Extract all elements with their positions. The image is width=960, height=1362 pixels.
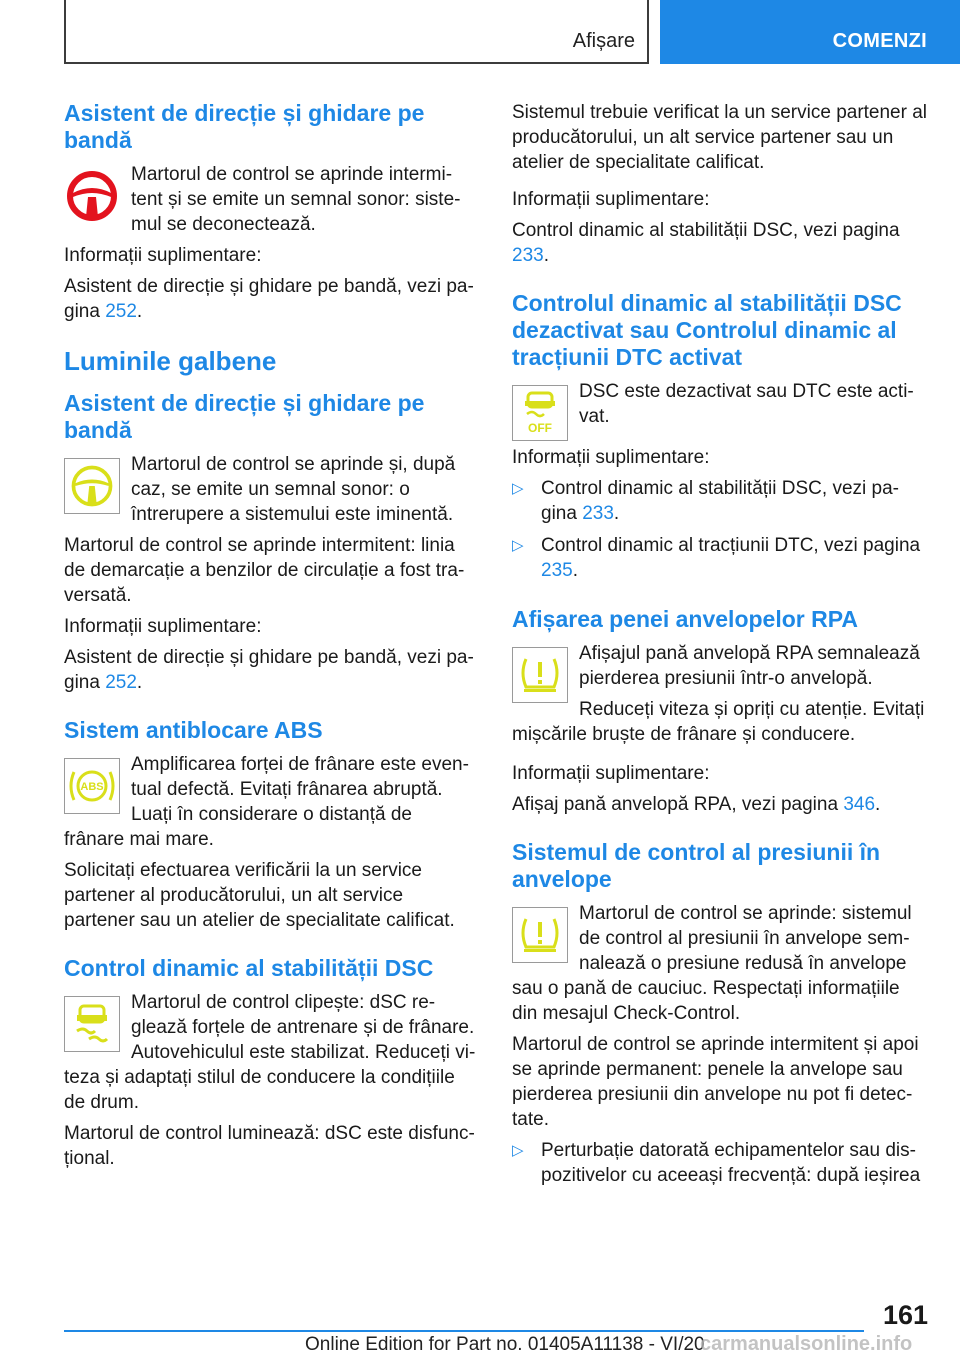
list-item-text: Control dinamic al tracțiunii DTC, vezi pagina <box>541 535 921 556</box>
page-link-252[interactable]: 252 <box>105 301 137 322</box>
reference-text: Asistent de direcție și ghidare pe bandă, vezi pagina 252. <box>64 647 474 693</box>
rpa-text: Afișajul pană anvelopă RPA semnalează pierderea presiunii într-o anvelopă. <box>579 643 920 689</box>
reference-text: Afișaj pană anvelopă RPA, vezi pagina 346. <box>512 794 881 815</box>
header-section-label: Afișare <box>572 30 635 52</box>
dsc-off-icon <box>512 385 568 441</box>
lane-assist-red-text: Martorul de control se aprinde intermitent și se emite un semnal sonor: sistemul se deconectează. <box>131 164 461 235</box>
svg-text:OFF: OFF <box>528 421 552 435</box>
page-link-233[interactable]: 233 <box>512 245 544 266</box>
info-label: Informații suplimentare: <box>64 616 262 637</box>
reference-label: Control dinamic al stabilității DSC, vezi pagina <box>512 220 900 241</box>
section-title-rpa: Afișarea penei anvelopelor RPA <box>512 606 858 632</box>
page-link-346[interactable]: 346 <box>843 794 876 815</box>
reference-label: Asistent de direcție și ghidare pe bandă, vezi pagina <box>64 276 474 322</box>
info-label: Informații suplimentare: <box>512 763 710 784</box>
abs-icon <box>64 758 120 814</box>
section-title-dsc-off: Controlul dinamic al stabilității DSC dezactivat sau Controlul dinamic al tracțiunii DTC activat <box>512 290 902 370</box>
page-number: 161 <box>882 1300 928 1330</box>
info-label: Informații suplimentare: <box>512 189 710 210</box>
lane-assist-yellow-text-2: Martorul de control se aprinde intermitent: linia de demarcație a benzilor de circulație a fost traversată. <box>64 535 465 606</box>
dsc-text-2: Martorul de control luminează: dSC este disfuncțional. <box>64 1123 475 1169</box>
list-item: ▷ Control dinamic al tracțiunii DTC, vezi pagina 235. <box>512 535 921 581</box>
reference-list <box>512 476 928 583</box>
footer-divider <box>64 1330 864 1332</box>
svg-text:ABS: ABS <box>80 781 104 793</box>
header-tab-comenzi[interactable] <box>660 0 960 64</box>
lane-assist-yellow-text: Martorul de control se aprinde și, după caz, se emite un semnal sonor: o întrerupere a sistemului este iminentă. <box>131 454 456 525</box>
heading-yellow-lights: Luminile galbene <box>64 346 277 376</box>
header-tab-label: COMENZI <box>832 30 927 52</box>
steering-wheel-red-icon <box>64 168 120 224</box>
info-label: Informații suplimentare: <box>64 245 262 266</box>
page-link-252[interactable]: 252 <box>105 672 137 693</box>
section-title-abs: Sistem antiblocare ABS <box>64 717 323 743</box>
header-section-box <box>64 0 649 64</box>
dsc-text: Martorul de control clipește: dSC reglează forțele de antrenare și de frânare. Autovehiculul este stabilizat. Reduceți viteza și adaptați stilul de conducere la condițiile de drum. <box>64 992 476 1113</box>
reference-text: Asistent de direcție și ghidare pe bandă, vezi pagina 252. <box>64 276 474 322</box>
section-title-lane-assist-yellow: Asistent de direcție și ghidare pe bandă <box>64 390 425 443</box>
list-item: ▷ Control dinamic al stabilității DSC, vezi pagina 233. <box>512 478 899 524</box>
list-item-text: Control dinamic al stabilității DSC, vezi pagina <box>541 478 899 524</box>
dsc-off-text: DSC este dezactivat sau DTC este activat. <box>579 381 914 427</box>
list-item-text: Perturbație datorată echipamentelor sau dispozitivelor cu aceeași frecvență: după ieșirea <box>541 1140 921 1186</box>
abs-text: Amplificarea forței de frânare este eventual defectă. Evitați frânarea abruptă. Luați în considerare o distanță de frânare mai mare. <box>64 754 469 850</box>
reference-label: Afișaj pană anvelopă RPA, vezi pagina <box>512 794 844 815</box>
triangle-bullet-icon: ▷ <box>512 480 524 497</box>
section-title-dsc: Control dinamic al stabilității DSC <box>64 955 434 981</box>
page-link-235[interactable]: 235 <box>541 560 573 581</box>
triangle-bullet-icon: ▷ <box>512 537 524 554</box>
tpms-text-2: Martorul de control se aprinde intermitent și apoi se aprinde permanent: penele la anvelope sau pierderea presiunii din anvelope nu pot fi detectate. <box>512 1034 919 1130</box>
right-column <box>512 100 928 1195</box>
rpa-text-2: Reduceți viteza și opriți cu atenție. Evitați mișcările bruște de frânare și conducere. <box>512 699 925 745</box>
list-item <box>512 1138 928 1188</box>
triangle-bullet-icon: ▷ <box>512 1142 524 1159</box>
tpms-list <box>512 1138 928 1188</box>
left-column <box>64 100 476 1177</box>
steering-wheel-yellow-icon <box>64 458 120 514</box>
section-title-lane-assist-red: Asistent de direcție și ghidare pe bandă <box>64 100 425 153</box>
info-label: Informații suplimentare: <box>512 447 710 468</box>
page-link-233[interactable]: 233 <box>582 503 614 524</box>
tire-pressure-icon <box>512 647 568 703</box>
footer-edition: Online Edition for Part no. 01405A11138 - VI/20 <box>305 1334 705 1355</box>
abs-text-2: Solicitați efectuarea verificării la un service partener al producătorului, un alt service partener sau un atelier de specialitate calificat. <box>64 860 455 931</box>
tpms-text: Martorul de control se aprinde: sistemul de control al presiunii în anvelope semnalează o presiune redusă în anvelope sau o pană de cauciuc. Respectați informațiile din mesajul Check-Control. <box>512 903 912 1024</box>
reference-text: Control dinamic al stabilității DSC, vezi pagina 233. <box>512 220 900 266</box>
dsc-skid-icon <box>64 996 120 1052</box>
watermark: carmanualsonline.info <box>700 1333 913 1355</box>
service-text: Sistemul trebuie verificat la un service partener al producătorului, un alt service partener sau un atelier de specialitate calificat. <box>512 102 928 173</box>
tire-pressure-icon-2 <box>512 907 568 963</box>
section-title-tpms: Sistemul de control al presiunii în anvelope <box>512 839 881 892</box>
reference-label: Asistent de direcție și ghidare pe bandă, vezi pagina <box>64 647 474 693</box>
